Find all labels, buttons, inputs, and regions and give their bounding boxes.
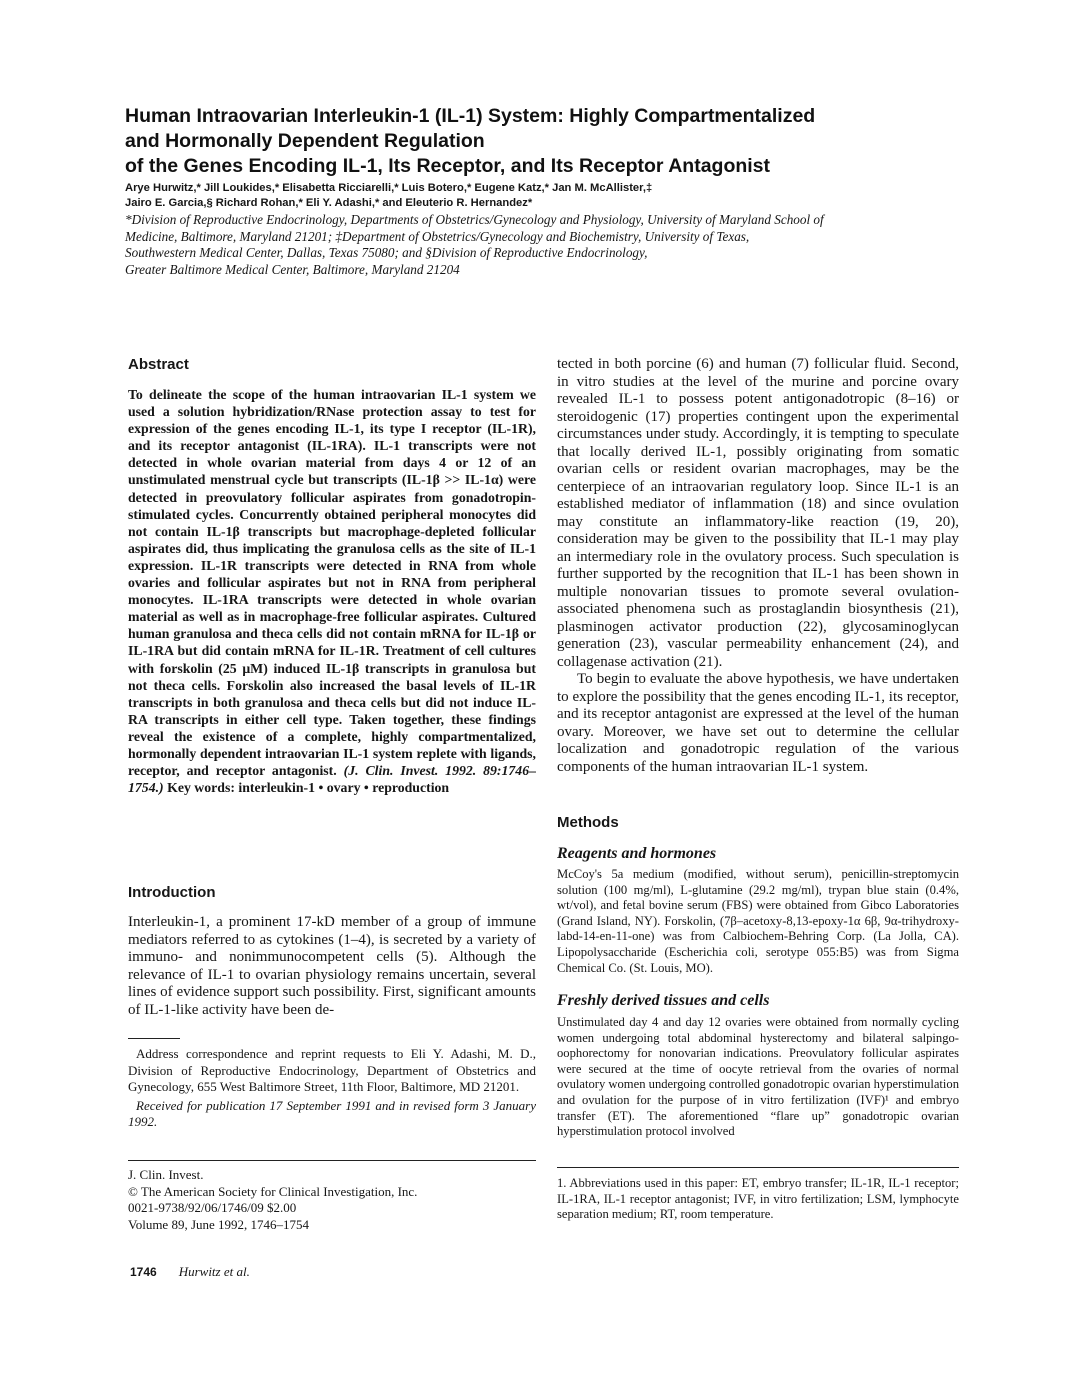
- abstract-section: [128, 386, 536, 796]
- abstract-keywords: Key words: interleukin-1 • ovary • reproduction: [167, 780, 450, 796]
- correspondence-address: Address correspondence and reprint requests to Eli Y. Adashi, M. D., Division of Reproductive Endocrinology, Department of Obstetrics and Gynecology, 655 West Baltimore Street, 11th Floor, Baltimore, MD 21201.: [128, 1046, 536, 1094]
- author-line: Jairo E. Garcia,§ Richard Rohan,* Eli Y. Adashi,* and Eleuterio R. Hernandez*: [125, 197, 533, 209]
- volume-info: Volume 89, June 1992, 1746–1754: [128, 1216, 310, 1232]
- reagents-heading: Reagents and hormones: [557, 845, 717, 862]
- title-line: Human Intraovarian Interleukin-1 (IL-1) System: Highly Compartmentalized: [125, 105, 816, 127]
- abstract-heading: Abstract: [128, 356, 189, 373]
- running-authors: Hurwitz et al.: [178, 1264, 250, 1279]
- affiliation-line: Medicine, Baltimore, Maryland 21201; ‡Department of Obstetrics/Gynecology and Biochemistry, University of Texas,: [125, 228, 750, 244]
- abbreviations-footnote: 1. Abbreviations used in this paper: ET, embryo transfer; IL-1R, IL-1 receptor; IL-1RA, IL-1 receptor antagonist; IVF, in vitro fertilization; LSM, lymphocyte separation medium; RT, room temperature.: [557, 1176, 959, 1222]
- author-line: Arye Hurwitz,* Jill Loukides,* Elisabetta Ricciarelli,* Luis Botero,* Eugene Katz,* Jan M. McAllister,‡: [125, 182, 653, 194]
- reagents-text: McCoy's 5a medium (modified, without serum), penicillin-streptomycin solution (100 mg/ml), L-glutamine (29.2 mg/ml), trypan blue stain (0.4%, wt/vol), and fetal bovine serum (FBS) were obtained from Gibco Laboratories (Grand Island, NY). Forskolin, (7β–acetoxy-8,13-epoxy-1α 6β, 9α-trihydroxy-labd-14-en-11-one) was from Calbiochem-Behring Corp. (La Jolla, CA). Lipopolysaccharide (Escherichia coli, serotype 055:B5) was from Sigma Chemical Co. (St. Louis, MO).: [557, 867, 959, 975]
- correspondence-note: [128, 1046, 536, 1131]
- fresh-tissues-text: Unstimulated day 4 and day 12 ovaries were obtained from normally cycling women undergoing total abdominal hysterectomy and bilateral salpingo-oophorectomy for nonovarian indications. Preovulatory follicular aspirates were secured at the time of oocyte retrieval from the ovaries of normal ovulatory women undergoing controlled gonadotropic ovarian hyperstimulation and ovulation for the purpose of in vitro fertilization (IVF)¹ and embryo transfer (ET). The aforementioned “flare up” gonadotropic ovarian hyperstimulation protocol involved: [557, 1015, 959, 1139]
- abstract-citation: (J. Clin. Invest. 1992. 89:1746–1754.): [128, 763, 536, 796]
- paper-title: [125, 104, 945, 179]
- title-line: of the Genes Encoding IL-1, Its Receptor, and Its Receptor Antagonist: [125, 155, 771, 177]
- journal-info: [128, 1167, 536, 1233]
- issn: 0021-9738/92/06/1746/09 $2.00: [128, 1200, 297, 1215]
- footnote-rule: [128, 1038, 180, 1039]
- intro-paragraph-2: To begin to evaluate the above hypothesis, we have undertaken to explore the possibility that the genes encoding IL-1, its receptor, and its receptor antagonist are expressed at the level of the human ovary. Moreover, we have set out to determine the cellular localization and gonadotropic regulation of the various components of the human intraovarian IL-1 system.: [557, 671, 959, 775]
- author-list: [125, 181, 955, 211]
- title-line: and Hormonally Dependent Regulation: [125, 130, 485, 152]
- fresh-tissues-heading: Freshly derived tissues and cells: [557, 992, 770, 1009]
- affiliation-line: Southwestern Medical Center, Dallas, Texas 75080; and §Division of Reproductive Endocrinology,: [125, 245, 648, 260]
- abstract-text: To delineate the scope of the human intraovarian IL-1 system we used a solution hybridization/RNase protection assay to test for expression of the genes encoding IL-1, its type I receptor (IL-1R), and its receptor antagonist (IL-1RA). IL-1 transcripts were not detected in whole ovarian material from days 4 or 12 of an unstimulated menstrual cycle but transcripts (IL-1β >> IL-1α) were detected in preovulatory follicular aspirates from gonadotropin-stimulated cycles. Concurrently obtained peripheral monocytes did not contain IL-1β transcripts but macrophage-depleted follicular aspirates did, thus implicating the granulosa cells as the site of IL-1 expression. IL-1R transcripts were detected in RNA from whole ovaries and follicular aspirates but not in RNA from peripheral monocytes. IL-1RA transcripts were detected in whole ovarian material as well as in macrophage-free follicular aspirates. Cultured human granulosa and theca cells did not contain mRNA for IL-1β or IL-1RA but did contain mRNA for IL-1R. Treatment of cell cultures with forskolin (25 μM) induced IL-1β transcripts in granulosa but not theca cells. Forskolin also increased the basal levels of IL-1R transcripts in both granulosa and theca cells but did not induce IL-RA transcripts in either cell type. Taken together, these findings reveal the existence of a complete, highly compartmentalized, hormonally dependent intraovarian IL-1 system replete with ligands, receptor, and receptor antagonist.: [128, 387, 536, 779]
- affiliation-line: *Division of Reproductive Endocrinology, Departments of Obstetrics/Gynecology and Physiology, University of Maryland School of: [125, 212, 824, 227]
- abstract-body: [128, 386, 536, 796]
- page-number: 1746: [130, 1265, 157, 1279]
- journal-name: J. Clin. Invest.: [128, 1167, 204, 1182]
- affiliations: [125, 212, 955, 278]
- introduction-text: Interleukin-1, a prominent 17-kD member of a group of immune mediators referred to as cytokines (1–4), is secreted by a variety of immuno- and nonimmunocompetent cells (5). Although the relevance of IL-1 to ovarian physiology remains uncertain, several lines of evidence support such possibility. First, significant amounts of IL-1-like activity have been de-: [128, 914, 536, 1018]
- right-column: [557, 356, 959, 776]
- copyright: © The American Society for Clinical Investigation, Inc.: [128, 1183, 418, 1199]
- affiliation-line: Greater Baltimore Medical Center, Baltimore, Maryland 21204: [125, 261, 460, 277]
- introduction-heading: Introduction: [128, 884, 216, 901]
- intro-continued: tected in both porcine (6) and human (7) follicular fluid. Second, in vitro studies at the level of the murine and porcine ovary revealed IL-1 to possess potent antigonadotropic (8–16) or steroidogenic (17) properties contingent upon the experimental circumstances under study. Accordingly, it is tempting to speculate that locally derived IL-1, possibly originating from somatic ovarian cells or resident ovarian macrophages, may be the centerpiece of an intraovarian regulatory loop. Since IL-1 is an established mediator of inflammation (18) and since ovulation may constitute an inflammatory-like reaction (19, 20), consideration may be given to the possibility that IL-1 may play an intermediary role in the ovulatory process. Such speculation is further supported by the recognition that IL-1 has been shown in multiple nonovarian tissues to promote several ovulation-associated phenomena such as prostaglandin biosynthesis (21), plasminogen activator production (22), glycosaminoglycan generation (23), vascular permeability enhancement (24), and collagenase activation (21).: [557, 356, 959, 670]
- journal-rule: [128, 1160, 536, 1161]
- footnote-divider: [557, 1167, 959, 1168]
- page-footer: [130, 1264, 250, 1280]
- methods-heading: Methods: [557, 814, 619, 831]
- received-date: Received for publication 17 September 1991 and in revised form 3 January 1992.: [128, 1097, 536, 1129]
